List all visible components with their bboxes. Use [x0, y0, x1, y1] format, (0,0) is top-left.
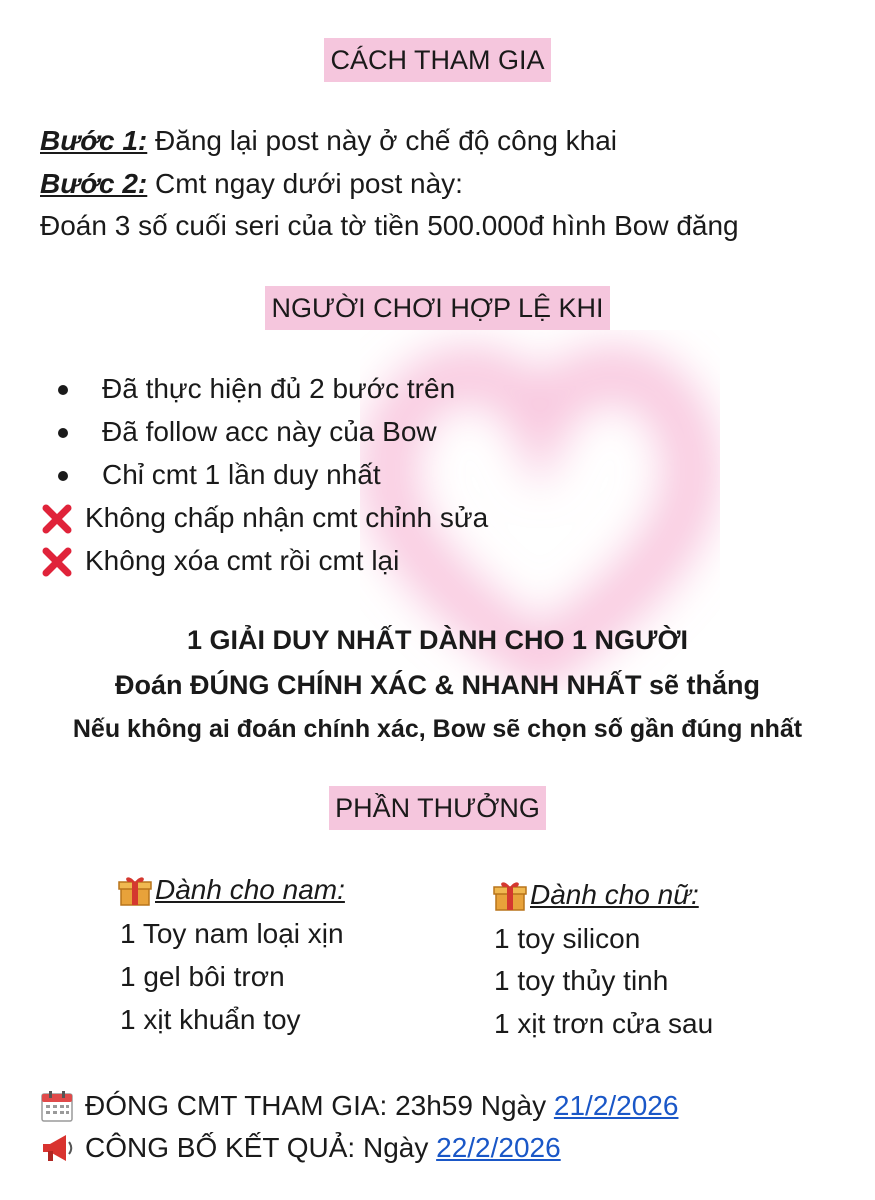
gift-icon: [493, 878, 527, 912]
megaphone-icon: [40, 1131, 74, 1165]
bullet-dot-icon: [58, 385, 68, 395]
step-2-text: Cmt ngay dưới post này:: [147, 168, 463, 199]
red-x-icon: [40, 502, 74, 536]
announce-line: [85, 1127, 561, 1169]
rule-item: Không chấp nhận cmt chỉnh sửa: [85, 502, 489, 533]
bullet-dot-icon: [58, 471, 68, 481]
deadline-label: ĐÓNG CMT THAM GIA: 23h59 Ngày: [85, 1090, 554, 1121]
bullet-item: Đã thực hiện đủ 2 bước trên: [102, 373, 456, 404]
female-reward-item: 1 xịt trơn cửa sau: [494, 1008, 714, 1039]
announce-date-link[interactable]: 22/2/2026: [436, 1132, 561, 1163]
deadline-line: [85, 1085, 678, 1127]
female-reward-item: 1 toy thủy tinh: [494, 965, 669, 996]
male-reward-item: 1 Toy nam loại xịn: [120, 918, 344, 949]
bullet-item: Chỉ cmt 1 lần duy nhất: [102, 459, 381, 490]
prize-fallback: Nếu không ai đoán chính xác, Bow sẽ chọn số gần đúng nhất: [72, 715, 803, 743]
bullet-item: Đã follow acc này của Bow: [102, 416, 437, 447]
prize-condition: Đoán ĐÚNG CHÍNH XÁC & NHANH NHẤT sẽ thắng: [114, 670, 760, 700]
section-title-rewards: PHẦN THƯỞNG: [0, 786, 875, 830]
announce-label: CÔNG BỐ KẾT QUẢ: Ngày: [85, 1132, 437, 1163]
section-title-how-to-join: CÁCH THAM GIA: [0, 38, 875, 82]
gift-icon: [118, 873, 152, 907]
deadline-date-link[interactable]: 21/2/2026: [553, 1090, 679, 1121]
male-rewards-heading: Dành cho nam:: [155, 874, 345, 905]
male-reward-item: 1 gel bôi trơn: [120, 961, 285, 992]
bullet-dot-icon: [58, 428, 68, 438]
female-rewards-heading: Dành cho nữ:: [530, 879, 699, 910]
prize-headline: 1 GIẢI DUY NHẤT DÀNH CHO 1 NGƯỜI: [187, 625, 688, 655]
male-reward-item: 1 xịt khuẩn toy: [120, 1004, 301, 1035]
section-title-valid-player: NGƯỜI CHƠI HỢP LỆ KHI: [0, 286, 875, 330]
step-1-label: Bước 1:: [40, 125, 148, 156]
female-reward-item: 1 toy silicon: [494, 923, 641, 954]
step-1: [40, 120, 617, 162]
step-2-label: Bước 2:: [40, 168, 148, 199]
step-2: [40, 163, 463, 205]
red-x-icon: [40, 545, 74, 579]
step-2-detail: Đoán 3 số cuối seri của tờ tiền 500.000đ hình Bow đăng: [40, 210, 739, 241]
step-1-text: Đăng lại post này ở chế độ công khai: [147, 125, 618, 156]
calendar-icon: [40, 1089, 74, 1123]
rule-item: Không xóa cmt rồi cmt lại: [85, 545, 400, 576]
